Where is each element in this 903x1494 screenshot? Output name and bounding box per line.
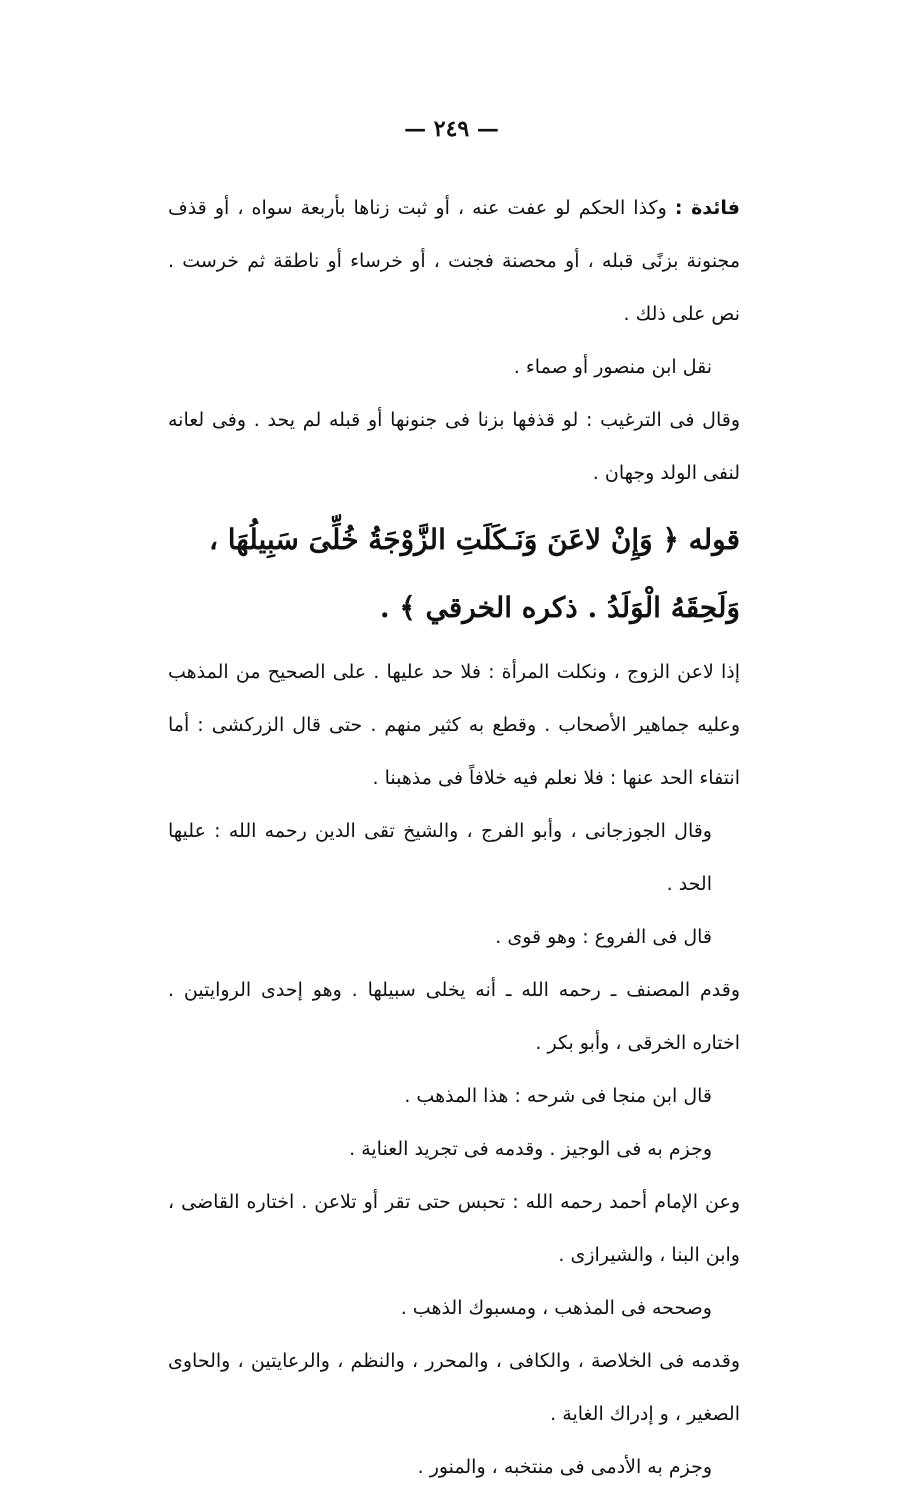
- paragraph-faida: [168, 182, 740, 341]
- paragraph-madhhab: وصححه فى المذهب ، ومسبوك الذهب .: [400, 1297, 712, 1319]
- paragraph-wajiz: وجزم به فى الوجيز . وقدمه فى تجريد العناية .: [349, 1138, 712, 1160]
- faida-label: فائدة :: [674, 197, 740, 219]
- paragraph-ibn-mansur: نقل ابن منصور أو صماء .: [513, 356, 712, 378]
- page-body: [168, 182, 740, 1494]
- paragraph-khulasa: وقدمه فى الخلاصة ، والكافى ، والمحرر ، والنظم ، والرعايتين ، والحاوى الصغير ، و إدراك الغاية .: [168, 1350, 740, 1425]
- paragraph-targhib: وقال فى الترغيب : لو قذفها بزنا فى جنونها أو قبله لم يحد . وفى لعانه لنفى الولد وجهان .: [168, 409, 740, 484]
- quoted-heading: قوله ﴿ وَإِنْ لاعَنَ وَنَـكَلَتِ الزَّوْجَةُ خُلِّىَ سَبِيلُهَا ، وَلَحِقَهُ الْوَلَدُ . ذكره الخرقي ﴾ .: [208, 523, 740, 624]
- paragraph-juzjani: وقال الجوزجانى ، وأبو الفرج ، والشيخ تقى الدين رحمه الله : عليها الحد .: [168, 820, 712, 895]
- page-number: — ٢٤٩ —: [404, 116, 499, 142]
- paragraph-furu: قال فى الفروع : وهو قوى .: [495, 926, 712, 948]
- paragraph-text: وكذا الحكم لو عفت عنه ، أو ثبت زناها بأربعة سواه ، أو قذف مجنونة بزنًى قبله ، أو محصنة فجنت ، أو خرساء أو ناطقة ثم خرست . نص على ذلك .: [168, 197, 740, 325]
- paragraph-imam-ahmad: وعن الإمام أحمد رحمه الله : تحبس حتى تقر أو تلاعن . اختاره القاضى ، وابن البنا ، والشيرازى .: [168, 1191, 740, 1266]
- paragraph-adami: وجزم به الأدمى فى منتخبه ، والمنور .: [417, 1456, 712, 1478]
- paragraph-ibn-munja: قال ابن منجا فى شرحه : هذا المذهب .: [404, 1085, 712, 1107]
- paragraph-musannif: وقدم المصنف ـ رحمه الله ـ أنه يخلى سبيلها . وهو إحدى الروايتين . اختاره الخرقى ، وأبو بكر .: [168, 979, 740, 1054]
- paragraph-lian: إذا لاعن الزوج ، ونكلت المرأة : فلا حد عليها . على الصحيح من المذهب وعليه جماهير الأصحاب . وقطع به كثير منهم . حتى قال الزركشى : أما انتفاء الحد عنها : فلا نعلم فيه خلافاً فى مذهبنا .: [168, 661, 740, 789]
